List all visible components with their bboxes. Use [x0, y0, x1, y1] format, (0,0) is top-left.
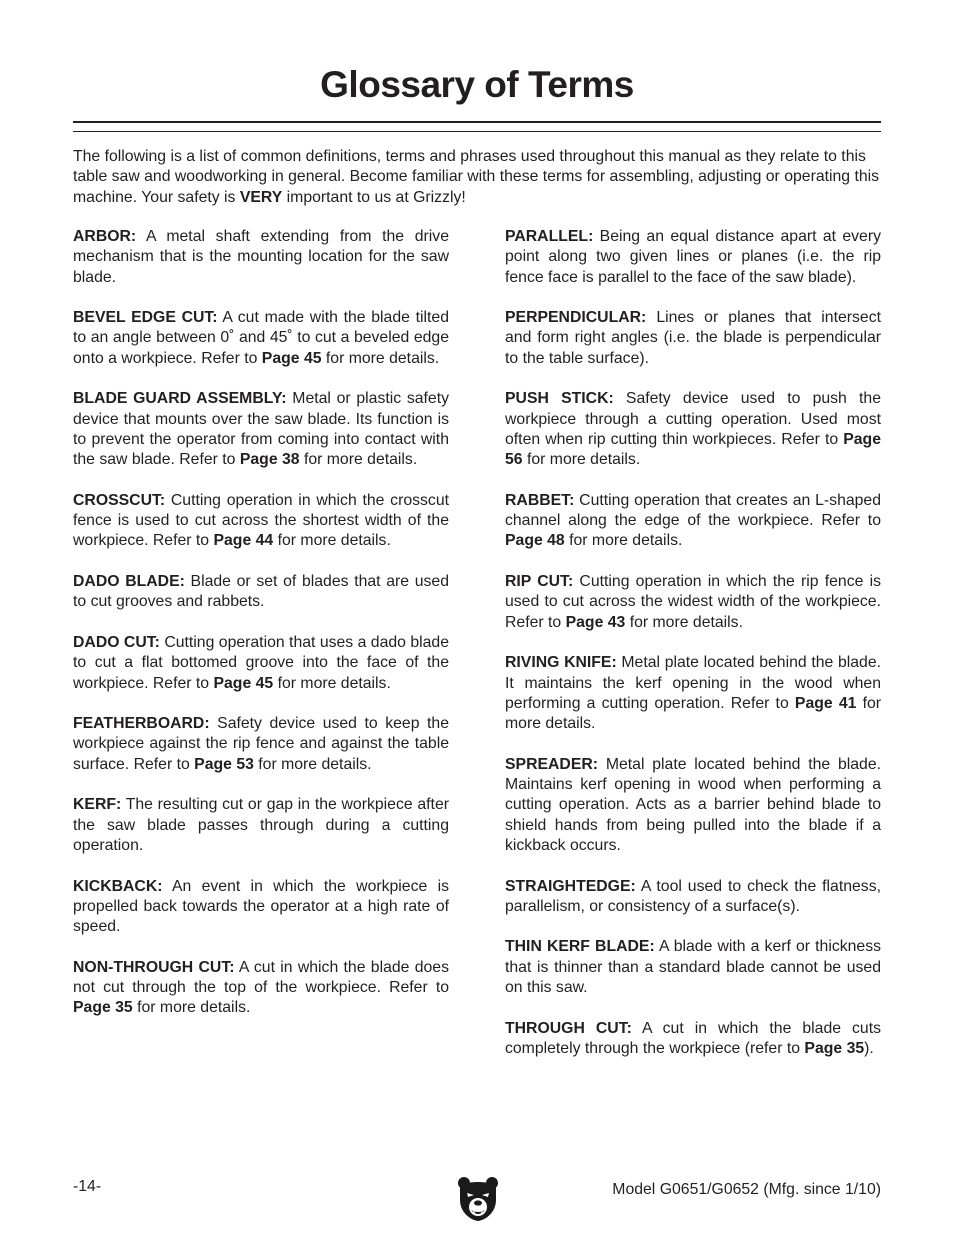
- glossary-definition: Cutting operation in which the rip fence is used to cut across the widest width of the workpiece. Refer to: [505, 573, 881, 631]
- page-reference: Page 48: [505, 532, 565, 550]
- glossary-definition: Cutting operation that uses a dado blade to cut a flat bottomed groove into the face of the workpiece. Refer to: [73, 633, 449, 692]
- intro-text-2: important to us at Grizzly!: [282, 188, 466, 206]
- page-reference: Page 41: [794, 694, 857, 712]
- glossary-term: KERF:: [73, 796, 122, 814]
- glossary-definition: A tool used to check the flatness, parallelism, or consistency of a surface(s).: [505, 877, 881, 915]
- title-rule-thin: [73, 131, 881, 132]
- glossary-definition: Metal plate located behind the blade. Maintains kerf opening in wood when performing a cutting operation. Acts as a barrier behind blade to shield hands from being pulled into the blade if a kickback occurs.: [505, 755, 881, 854]
- glossary-entry: [73, 572, 449, 613]
- glossary-definition: Cutting operation that creates an L-shaped channel along the edge of the workpiece. Refer to: [505, 491, 881, 530]
- glossary-entry: [73, 633, 449, 694]
- glossary-entry: [505, 1019, 881, 1060]
- glossary-term: PARALLEL:: [505, 228, 594, 245]
- glossary-definition: for more details.: [253, 755, 372, 773]
- glossary-definition: A metal shaft extending from the drive mechanism that is the mounting location for the saw blade.: [73, 228, 449, 286]
- glossary-definition: for more details.: [564, 532, 683, 550]
- title-rule-thick: [73, 121, 881, 123]
- glossary-definition: Being an equal distance apart at every point along two given lines or planes (i.e. the rip fence face is parallel to the face of the saw blade).: [505, 228, 881, 286]
- glossary-definition: for more details.: [522, 451, 641, 469]
- glossary-entry: [505, 491, 881, 552]
- glossary-definition: Cutting operation in which the crosscut fence is used to cut across the shortest width of the workpiece. Refer to: [73, 491, 449, 550]
- glossary-definition: Lines or planes that intersect and form right angles (i.e. the blade is perpendicular to the table surface).: [505, 309, 881, 367]
- glossary-entry: [73, 714, 449, 775]
- model-footer: Model G0651/G0652 (Mfg. since 1/10): [612, 1181, 881, 1198]
- glossary-definition: for more details.: [273, 532, 391, 550]
- page-reference: Page 45: [261, 349, 322, 367]
- glossary-definition: A cut in which the blade cuts completely through the workpiece (refer to: [505, 1019, 881, 1057]
- intro-text-emphasis: VERY: [239, 188, 283, 206]
- glossary-entry: [505, 389, 881, 470]
- glossary-term: BEVEL EDGE CUT:: [73, 309, 218, 327]
- glossary-entry: [505, 877, 881, 918]
- glossary-entry: [73, 389, 449, 470]
- page-reference: Page 44: [213, 532, 274, 550]
- glossary-definition: The resulting cut or gap in the workpiece after the saw blade passes through during a cutting operation.: [73, 796, 449, 854]
- glossary-entry: [505, 572, 881, 633]
- page-reference: Page 38: [239, 451, 300, 469]
- page-number: -14-: [73, 1178, 102, 1195]
- glossary-term: ARBOR:: [73, 228, 137, 245]
- glossary-term: RABBET:: [505, 491, 575, 509]
- glossary-term: THIN KERF BLADE:: [505, 938, 655, 956]
- page-reference: Page 53: [194, 755, 254, 773]
- glossary-entry: [73, 491, 449, 552]
- page-reference: Page 35: [804, 1039, 865, 1057]
- glossary-definition: Safety device used to push the workpiece through a cutting operation. Used most often when rip cutting thin workpieces. Refer to: [505, 390, 881, 448]
- glossary-entry: [505, 227, 881, 288]
- glossary-term: KICKBACK:: [73, 877, 163, 895]
- glossary-term: RIP CUT:: [505, 573, 574, 591]
- glossary-term: STRAIGHTEDGE:: [505, 877, 636, 895]
- grizzly-bear-logo-icon: [456, 1174, 500, 1222]
- glossary-column-right: [505, 227, 881, 1079]
- glossary-definition: for more details.: [132, 999, 251, 1017]
- glossary-term: PUSH STICK:: [505, 390, 614, 408]
- glossary-term: DADO CUT:: [73, 633, 160, 651]
- glossary-definition: for more details.: [321, 349, 440, 367]
- glossary-definition: A cut in which the blade does not cut through the top of the workpiece. Refer to: [73, 958, 449, 996]
- glossary-term: THROUGH CUT:: [505, 1019, 632, 1037]
- glossary-definition: Metal or plastic safety device that mounts over the saw blade. Its function is to prevent the operator from coming into contact with the saw blade. Refer to: [73, 390, 450, 469]
- glossary-term: CROSSCUT:: [73, 491, 166, 509]
- page-reference: Page 43: [565, 613, 626, 631]
- glossary-entry: [73, 308, 449, 369]
- glossary-definition: for more details.: [625, 613, 743, 631]
- glossary-entry: [73, 227, 449, 288]
- glossary-definition: Blade or set of blades that are used to cut grooves and rabbets.: [73, 573, 449, 611]
- glossary-entry: [73, 795, 449, 856]
- glossary-definition: A blade with a kerf or thickness that is thinner than a standard blade cannot be used on this saw.: [505, 938, 881, 996]
- intro-text-1: The following is a list of common definitions, terms and phrases used throughout this manual as they relate to this table saw and woodworking in general. Become familiar with these terms for assembling, adjusting or operating this machine. Your safety is: [73, 148, 880, 206]
- glossary-term: BLADE GUARD ASSEMBLY:: [73, 390, 287, 408]
- glossary-term: PERPENDICULAR:: [505, 309, 647, 327]
- page-reference: Page 56: [505, 430, 881, 469]
- glossary-entry: [505, 755, 881, 856]
- glossary-definition: for more details.: [273, 674, 391, 692]
- glossary-entry: [505, 308, 881, 369]
- glossary-definition: ).: [864, 1039, 874, 1057]
- glossary-definition: for more details.: [299, 451, 418, 469]
- glossary-definition: A cut made with the blade tilted to an angle between 0˚ and 45˚ to cut a beveled edge onto a workpiece. Refer to: [73, 309, 449, 367]
- glossary-term: FEATHERBOARD:: [73, 715, 210, 733]
- glossary-entry: [505, 937, 881, 998]
- glossary-term: SPREADER:: [505, 755, 599, 773]
- glossary-column-left: [73, 227, 449, 1039]
- glossary-entry: [73, 958, 449, 1019]
- glossary-definition: for more details.: [505, 694, 882, 733]
- glossary-definition: An event in which the workpiece is propelled back towards the operator at a high rate of speed.: [73, 877, 449, 936]
- page-title: Glossary of Terms: [320, 64, 634, 105]
- page-reference: Page 45: [213, 674, 274, 692]
- glossary-term: NON-THROUGH CUT:: [73, 958, 235, 976]
- glossary-definition: Metal plate located behind the blade. It maintains the kerf opening in the wood when performing a cutting operation. Refer to: [505, 654, 881, 712]
- glossary-entry: [505, 653, 881, 734]
- intro-paragraph: [73, 147, 881, 208]
- glossary-definition: Safety device used to keep the workpiece against the rip fence and against the table surface. Refer to: [73, 715, 449, 773]
- glossary-entry: [73, 877, 449, 938]
- glossary-term: DADO BLADE:: [73, 573, 185, 591]
- page-reference: Page 35: [73, 999, 133, 1017]
- glossary-term: RIVING KNIFE:: [505, 654, 617, 672]
